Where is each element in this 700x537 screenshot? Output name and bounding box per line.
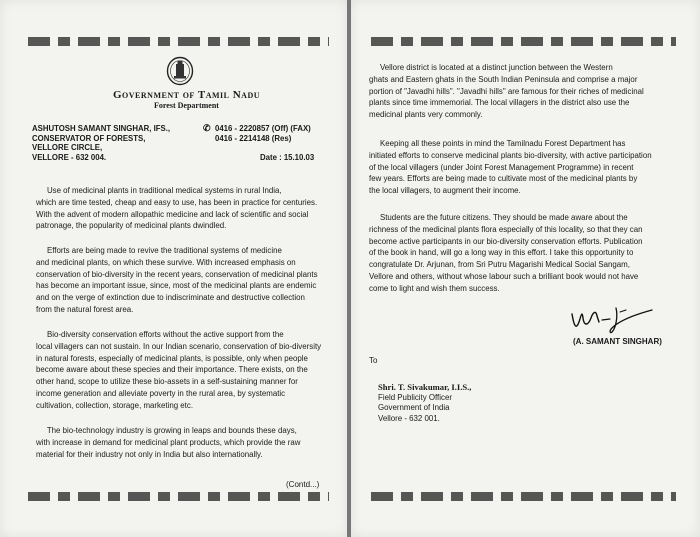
text-line: of the local villagers (under Joint Forest Management Programme) in recent — [369, 162, 634, 172]
text-line: medicinal plants very commonly. — [369, 110, 483, 120]
text-line: local villagers can not sustain. In our Indian scenario, conservation of bio-diversity — [36, 341, 322, 351]
text-line: income generation and alleviate poverty in the rural area, by systematic — [36, 388, 286, 398]
text-line: conservation of bio-diversity in the recent years, conservation of medicinal plants — [36, 269, 318, 279]
body-paragraph — [36, 425, 328, 460]
sender-line: VELLORE CIRCLE, — [32, 143, 103, 153]
body-paragraph — [369, 212, 679, 295]
continued-note: (Contd...) — [286, 480, 320, 489]
body-paragraph — [36, 185, 328, 232]
recipient-name: Shri. T. Sivakumar, I.I.S., — [378, 382, 472, 392]
to-label: To — [369, 356, 378, 365]
text-line: in natural forests, especially of medicinal plants, is possible, only when people — [36, 353, 308, 363]
text-line: which are time tested, cheap and easy to use, has been in practice for centuries. — [36, 197, 318, 207]
text-line: and on the verge of extinction due to indiscriminate and destructive collection — [36, 293, 305, 303]
body-paragraph — [36, 329, 328, 412]
right-page — [351, 0, 700, 537]
text-line: richness of the medicinal plants flora especially of this locality, so that they can — [369, 224, 643, 234]
text-line: become active participants in our bio-diversity conservation efforts. Publication — [369, 236, 643, 246]
government-title: Government of Tamil Nadu — [113, 89, 260, 101]
text-line: Vellore district is located at a distinct junction between the Western — [369, 63, 613, 72]
letter-date: Date : 15.10.03 — [260, 153, 315, 162]
left-page — [0, 0, 347, 537]
text-line: of the book in hand, will go a long way in this effort. I take this opportunity to — [369, 248, 634, 258]
text-line: plants since time immemorial. The local villagers in the district also use the — [369, 98, 630, 108]
text-line: has become an important issue, since, most of the medicinal plants are endemic — [36, 281, 317, 291]
bottom-decorative-border — [371, 492, 676, 501]
text-line: portion of "Javadhi hills". "Javadhi hills" are famous for their riches of medicinal — [369, 86, 644, 96]
text-line: Keeping all these points in mind the Tamilnadu Forest Department has — [369, 139, 626, 148]
text-line: The bio-technology industry is growing in leaps and bounds these days, — [36, 426, 297, 435]
bottom-decorative-border — [28, 492, 329, 501]
text-line: Efforts are being made to revive the traditional systems of medicine — [36, 246, 282, 255]
sender-line: CONSERVATOR OF FORESTS, — [32, 133, 146, 143]
text-line: cultivation, collection, storage, marketing etc. — [36, 400, 194, 410]
text-line: become aware about these species and their importance. There exists, on the — [36, 365, 308, 375]
text-line: other hand, scope to utilize these bio-assets in a self-sustaining manner for — [36, 377, 298, 387]
sender-address — [32, 124, 212, 162]
sender-line: ASHUTOSH SAMANT SINGHAR, IFS., — [32, 124, 171, 133]
text-line: ghats and Eastern ghats in the South Indian Peninsula and comprise a major — [369, 74, 638, 84]
telephone-icon: ✆ — [203, 123, 211, 133]
text-line: few years. Efforts are being made to cultivate most of the medicinal plants by — [369, 174, 638, 184]
text-line: Bio-diversity conservation efforts without the active support from the — [36, 330, 284, 339]
department-title: Forest Department — [154, 101, 219, 110]
text-line: from the natural forest area. — [36, 304, 134, 314]
text-line: the local villagers, to augment their income. — [369, 186, 521, 196]
text-line: Vellore and others, without whose labour such a brilliant book would not have — [369, 271, 639, 281]
phone-line: 0416 - 2220857 (Off) (FAX) — [215, 124, 311, 133]
text-line: initiated efforts to conserve medicinal plants bio-diversity, with active participation — [369, 150, 652, 160]
phone-line: 0416 - 2214148 (Res) — [215, 133, 292, 143]
text-line: Students are the future citizens. They should be made aware about the — [369, 213, 628, 222]
text-line: material for their industry not only in India but also internationally. — [36, 449, 263, 459]
body-paragraph — [369, 62, 679, 121]
recipient-line: Government of India — [378, 403, 450, 413]
text-line: and medicinal plants, on which these survive. With increased emphasis on — [36, 257, 296, 267]
recipient-line: Field Publicity Officer — [378, 392, 452, 402]
sender-line: VELLORE - 632 004. — [32, 152, 107, 162]
text-line: With the advent of modern allopathic medicine and lack of scientific and social — [36, 209, 309, 219]
text-line: Use of medicinal plants in traditional medical systems in rural India, — [36, 186, 282, 195]
recipient-address — [378, 382, 471, 425]
signatory-name: (A. SAMANT SINGHAR) — [573, 337, 662, 346]
handwritten-signature — [566, 300, 656, 336]
text-line: with increase in demand for medicinal plant products, which provide the raw — [36, 437, 301, 447]
top-decorative-border — [28, 37, 329, 46]
body-paragraph — [369, 138, 679, 197]
recipient-line: Vellore - 632 001. — [378, 414, 440, 424]
top-decorative-border — [371, 37, 676, 46]
phone-numbers — [203, 123, 340, 143]
text-line: come to light and wish them success. — [369, 283, 500, 293]
body-paragraph — [36, 245, 328, 316]
tamil-nadu-emblem-icon — [166, 56, 194, 86]
text-line: patronage, the popularity of medicinal plants dwindled. — [36, 221, 227, 231]
text-line: congratulate Dr. Arjunan, from Sri Putru Magarishi Medical Social Sangam, — [369, 260, 630, 270]
